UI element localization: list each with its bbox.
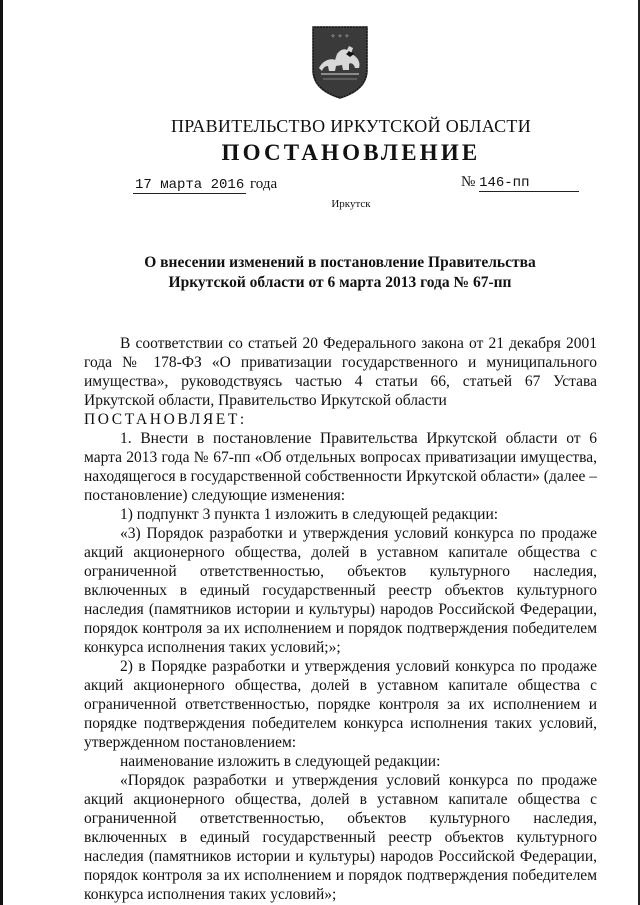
document-type-title: ПОСТАНОВЛЕНИЕ [221,140,481,165]
number-value: 146-пп [479,175,579,192]
government-name: ПРАВИТЕЛЬСТВО ИРКУТСКОЙ ОБЛАСТИ [170,116,532,136]
city-name: Иркутск [331,198,371,210]
subitem-2a-paragraph: наименование изложить в следующей редакции: [120,753,441,770]
item-1-paragraph: 1. Внести в постановление Правительства Иркутской области от 6 марта 2013 года № 67-пп «Об отдельных вопросах приватизации имущества, находящегося в государственной собственности Иркутской области» (далее – постановление) следующие изменения: [84,430,597,504]
resolves-heading: ПОСТАНОВЛЯЕТ: [84,411,247,428]
number-sign: № [461,174,476,190]
preamble-paragraph: В соответствии со статьей 20 Федерального закона от 21 декабря 2001 года № 178-ФЗ «О приватизации государственного и муниципального имущества», руководствуясь частью 4 статьи 66, статьей 67 Устава Иркутской области, Правительство Иркутской области [84,335,597,409]
irkutsk-coat-of-arms-icon [309,24,371,100]
quote-2-paragraph: «Порядок разработки и утверждения условий конкурса по продаже акций акционерного общества, долей в уставном капитале общества с ограниченной ответственностью, объектов культурного наследия, включенных в единый государственный реестр объектов культурного наследия (памятников истории и культуры) народов Российской Федерации, порядок контроля за их исполнением и порядок подтверждения победителем конкурса исполнения таких условий»; [84,772,597,903]
subitem-2-paragraph: 2) в Порядке разработки и утверждения условий конкурса по продаже акций акционерного общества, долей в уставном капитале общества с ограниченной ответственностью, порядке контроля за их исполнением и порядке подтверждения победителем конкурса исполнения таких условий, утвержденном постановлением: [84,658,597,751]
document-body [84,334,597,904]
date-suffix: года [249,176,278,192]
quote-1-paragraph: «3) Порядок разработки и утверждения условий конкурса по продаже акций акционерного общества, долей в уставном капитале общества с ограниченной ответственностью, объектов культурного наследия, включенных в единый государственный реестр объектов культурного наследия (памятников истории и культуры) народов Российской Федерации, порядок контроля за их исполнением и порядок подтверждения победителем конкурса исполнения таких условий;»; [84,525,597,656]
svg-text:✧ ✧ ✧: ✧ ✧ ✧ [330,33,350,40]
subitem-1-paragraph: 1) подпункт 3 пункта 1 изложить в следующей редакции: [120,506,499,523]
date-value: 17 марта 2016 [135,177,245,193]
subject-line-2: Иркутской области от 6 марта 2013 года № 67-пп [168,274,512,291]
document-number [461,174,579,192]
document-subject [130,253,550,293]
document-date [133,176,277,194]
subject-line-1: О внесении изменений в постановление Правительства [144,254,536,271]
